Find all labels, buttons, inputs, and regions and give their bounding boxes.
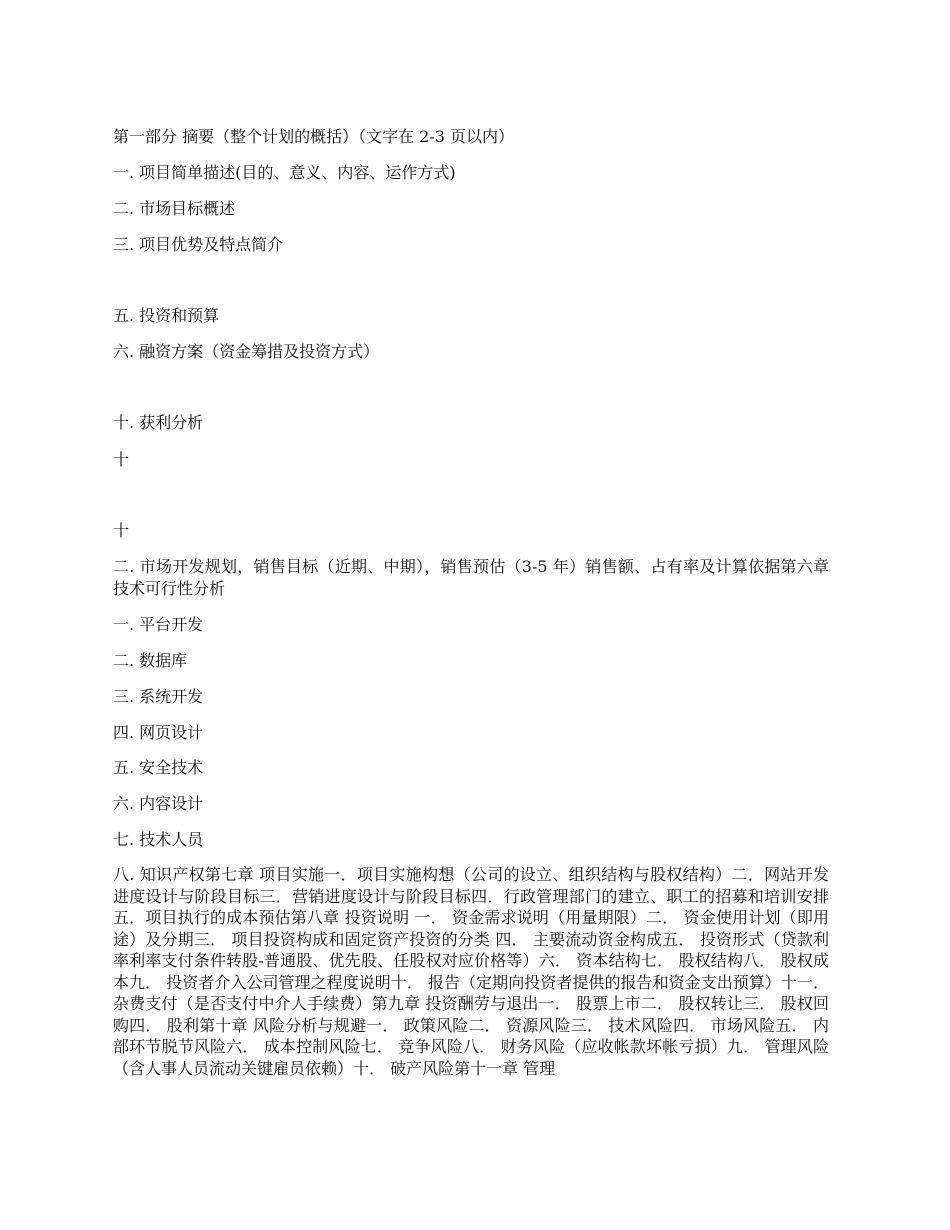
long-chapter-paragraph: 八. 知识产权第七章 项目实施一．项目实施构想（公司的设立、组织结构与股权结构）二．网站开发进度设计与阶段目标三．营销进度设计与阶段目标四．行政管理部门的建立、职工的招募和培训安排五．项目执行的成本预估第八章 投资说明 一． 资金需求说明（用量期限）二． 资金使用计划（即用途）及分期三． 项目投资构成和固定资产投资的分类 四． 主要流动资金构成五． 投资形式（贷款利率利率支付条件转股-普通股、优先股、任股权对应价格等）六． 资本结构七． 股权结构八． 股权成本九． 投资者介入公司管理之程度说明十． 报告（定期向投资者提供的报告和资金支出预算）十一． 杂费支付（是否支付中介人手续费）第九章 投资酬劳与退出一． 股票上市二． 股权转让三． 股权回购四． 股利第十章 风险分析与规避一． 政策风险二． 资源风险三． 技术风险四． 市场风险五． 内部环节脱节风险六． 成本控制风险七． 竞争风险八． 财务风险（应收帐款坏帐亏损）九． 管理风险（含人事人员流动关键雇员依赖）十． 破产风险第十一章 管理 (113, 865, 829, 1078)
item-investment-budget: 五. 投资和预算 (113, 306, 220, 325)
fragment-ten-1: 十 (113, 450, 130, 469)
item-system-development: 三. 系统开发 (113, 687, 204, 706)
item-market-target: 二. 市场目标概述 (113, 199, 236, 218)
item-security-tech: 五. 安全技术 (113, 758, 204, 777)
item-platform-development: 一. 平台开发 (113, 615, 204, 634)
item-web-design: 四. 网页设计 (113, 723, 204, 742)
item-profit-analysis: 十. 获利分析 (113, 413, 204, 432)
item-tech-staff: 七. 技术人员 (113, 830, 204, 849)
item-financing-plan: 六. 融资方案（资金筹措及投资方式） (113, 342, 380, 361)
item-database: 二. 数据库 (113, 651, 188, 670)
summary-heading: 第一部分 摘要（整个计划的概括）（文字在 2-3 页以内） (113, 127, 515, 146)
item-project-description: 一. 项目简单描述(目的、意义、内容、运作方式) (113, 163, 456, 182)
market-development-paragraph: 二. 市场开发规划，销售目标（近期、中期），销售预估（3-5 年）销售额、占有率及计算依据第六章 技术可行性分析 (113, 557, 829, 598)
item-project-advantages: 三. 项目优势及特点简介 (113, 235, 284, 254)
item-content-design: 六. 内容设计 (113, 794, 204, 813)
fragment-ten-2: 十 (113, 521, 130, 540)
